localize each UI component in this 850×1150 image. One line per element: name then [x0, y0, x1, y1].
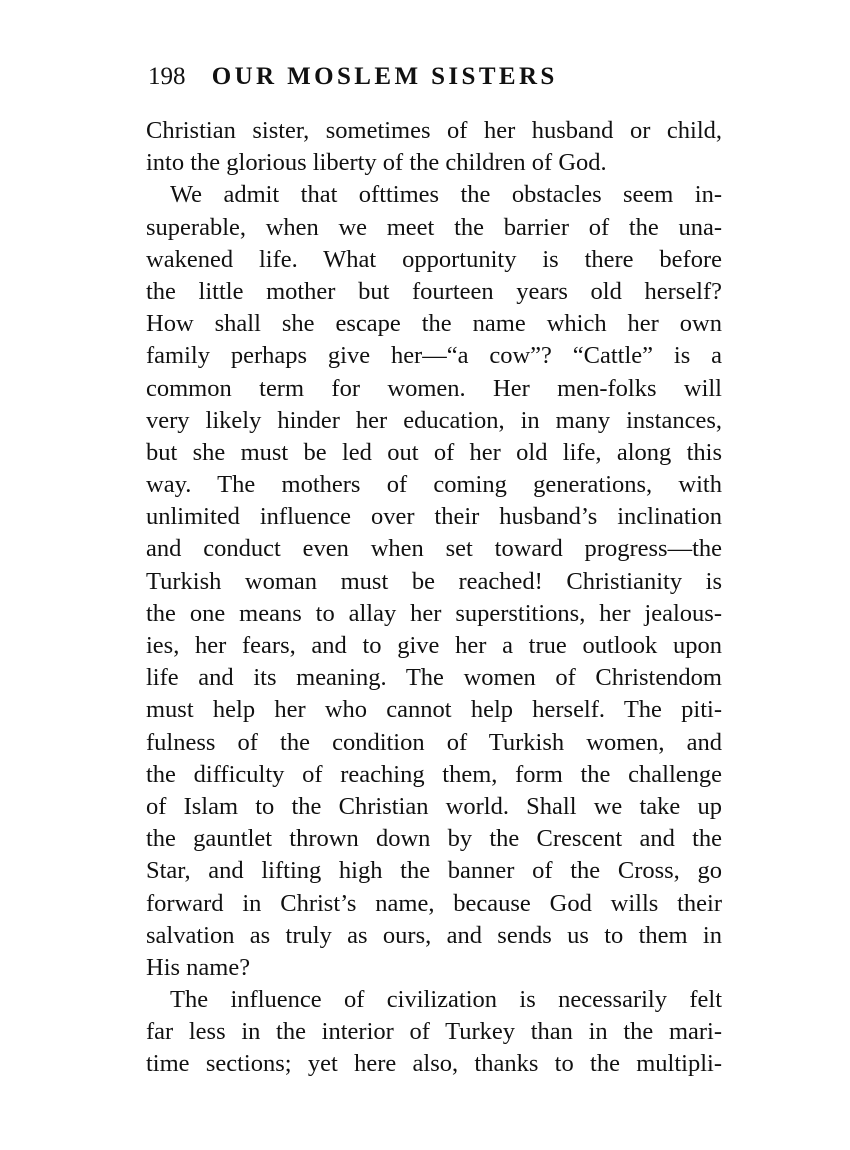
page-number: 198	[148, 63, 186, 90]
text-line: fulness of the condition of Turkish women, and	[146, 728, 722, 756]
running-title: OUR MOSLEM SISTERS	[211, 63, 558, 90]
text-line: but she must be led out of her old life, along this	[146, 438, 722, 466]
text-line: forward in Christ’s name, because God wills their	[146, 889, 722, 917]
page-header	[148, 62, 728, 92]
text-line: superable, when we meet the barrier of the una-	[146, 213, 722, 241]
text-line: must help her who cannot help herself. The piti-	[146, 696, 722, 724]
text-line: We admit that ofttimes the obstacles seem in-	[170, 181, 722, 209]
body-text	[146, 115, 722, 1081]
text-line: Turkish woman must be reached! Christianity is	[146, 567, 722, 595]
text-line: life and its meaning. The women of Christendom	[146, 664, 722, 692]
text-line: common term for women. Her men-folks will	[146, 374, 722, 402]
text-line: way. The mothers of coming generations, with	[146, 471, 722, 499]
text-line: Christian sister, sometimes of her husband or child,	[146, 117, 722, 144]
text-line: time sections; yet here also, thanks to the multipli-	[146, 1050, 722, 1078]
text-line: His name?	[146, 953, 251, 981]
text-line: How shall she escape the name which her own	[146, 310, 722, 338]
text-line: into the glorious liberty of the children of God.	[146, 149, 607, 177]
text-line: the little mother but fourteen years old herself?	[146, 277, 722, 305]
text-line: salvation as truly as ours, and sends us to them in	[146, 921, 722, 949]
text-line: very likely hinder her education, in many instances,	[146, 406, 722, 434]
text-line: far less in the interior of Turkey than in the mari-	[146, 1018, 722, 1046]
text-line: family perhaps give her—“a cow”? “Cattle” is a	[146, 342, 722, 370]
text-line: and conduct even when set toward progress—the	[146, 535, 722, 563]
text-line: The influence of civilization is necessarily felt	[170, 986, 722, 1014]
text-line: ies, her fears, and to give her a true outlook upon	[146, 632, 722, 659]
text-line: Star, and lifting high the banner of the Cross, go	[146, 857, 722, 885]
text-line: wakened life. What opportunity is there before	[146, 245, 722, 273]
text-line: the gauntlet thrown down by the Crescent and the	[146, 825, 722, 853]
text-line: unlimited influence over their husband’s inclination	[146, 503, 722, 531]
text-line: the one means to allay her superstitions, her jealous-	[146, 599, 722, 627]
text-line: the difficulty of reaching them, form the challenge	[146, 760, 722, 788]
text-line: of Islam to the Christian world. Shall we take up	[146, 792, 722, 820]
